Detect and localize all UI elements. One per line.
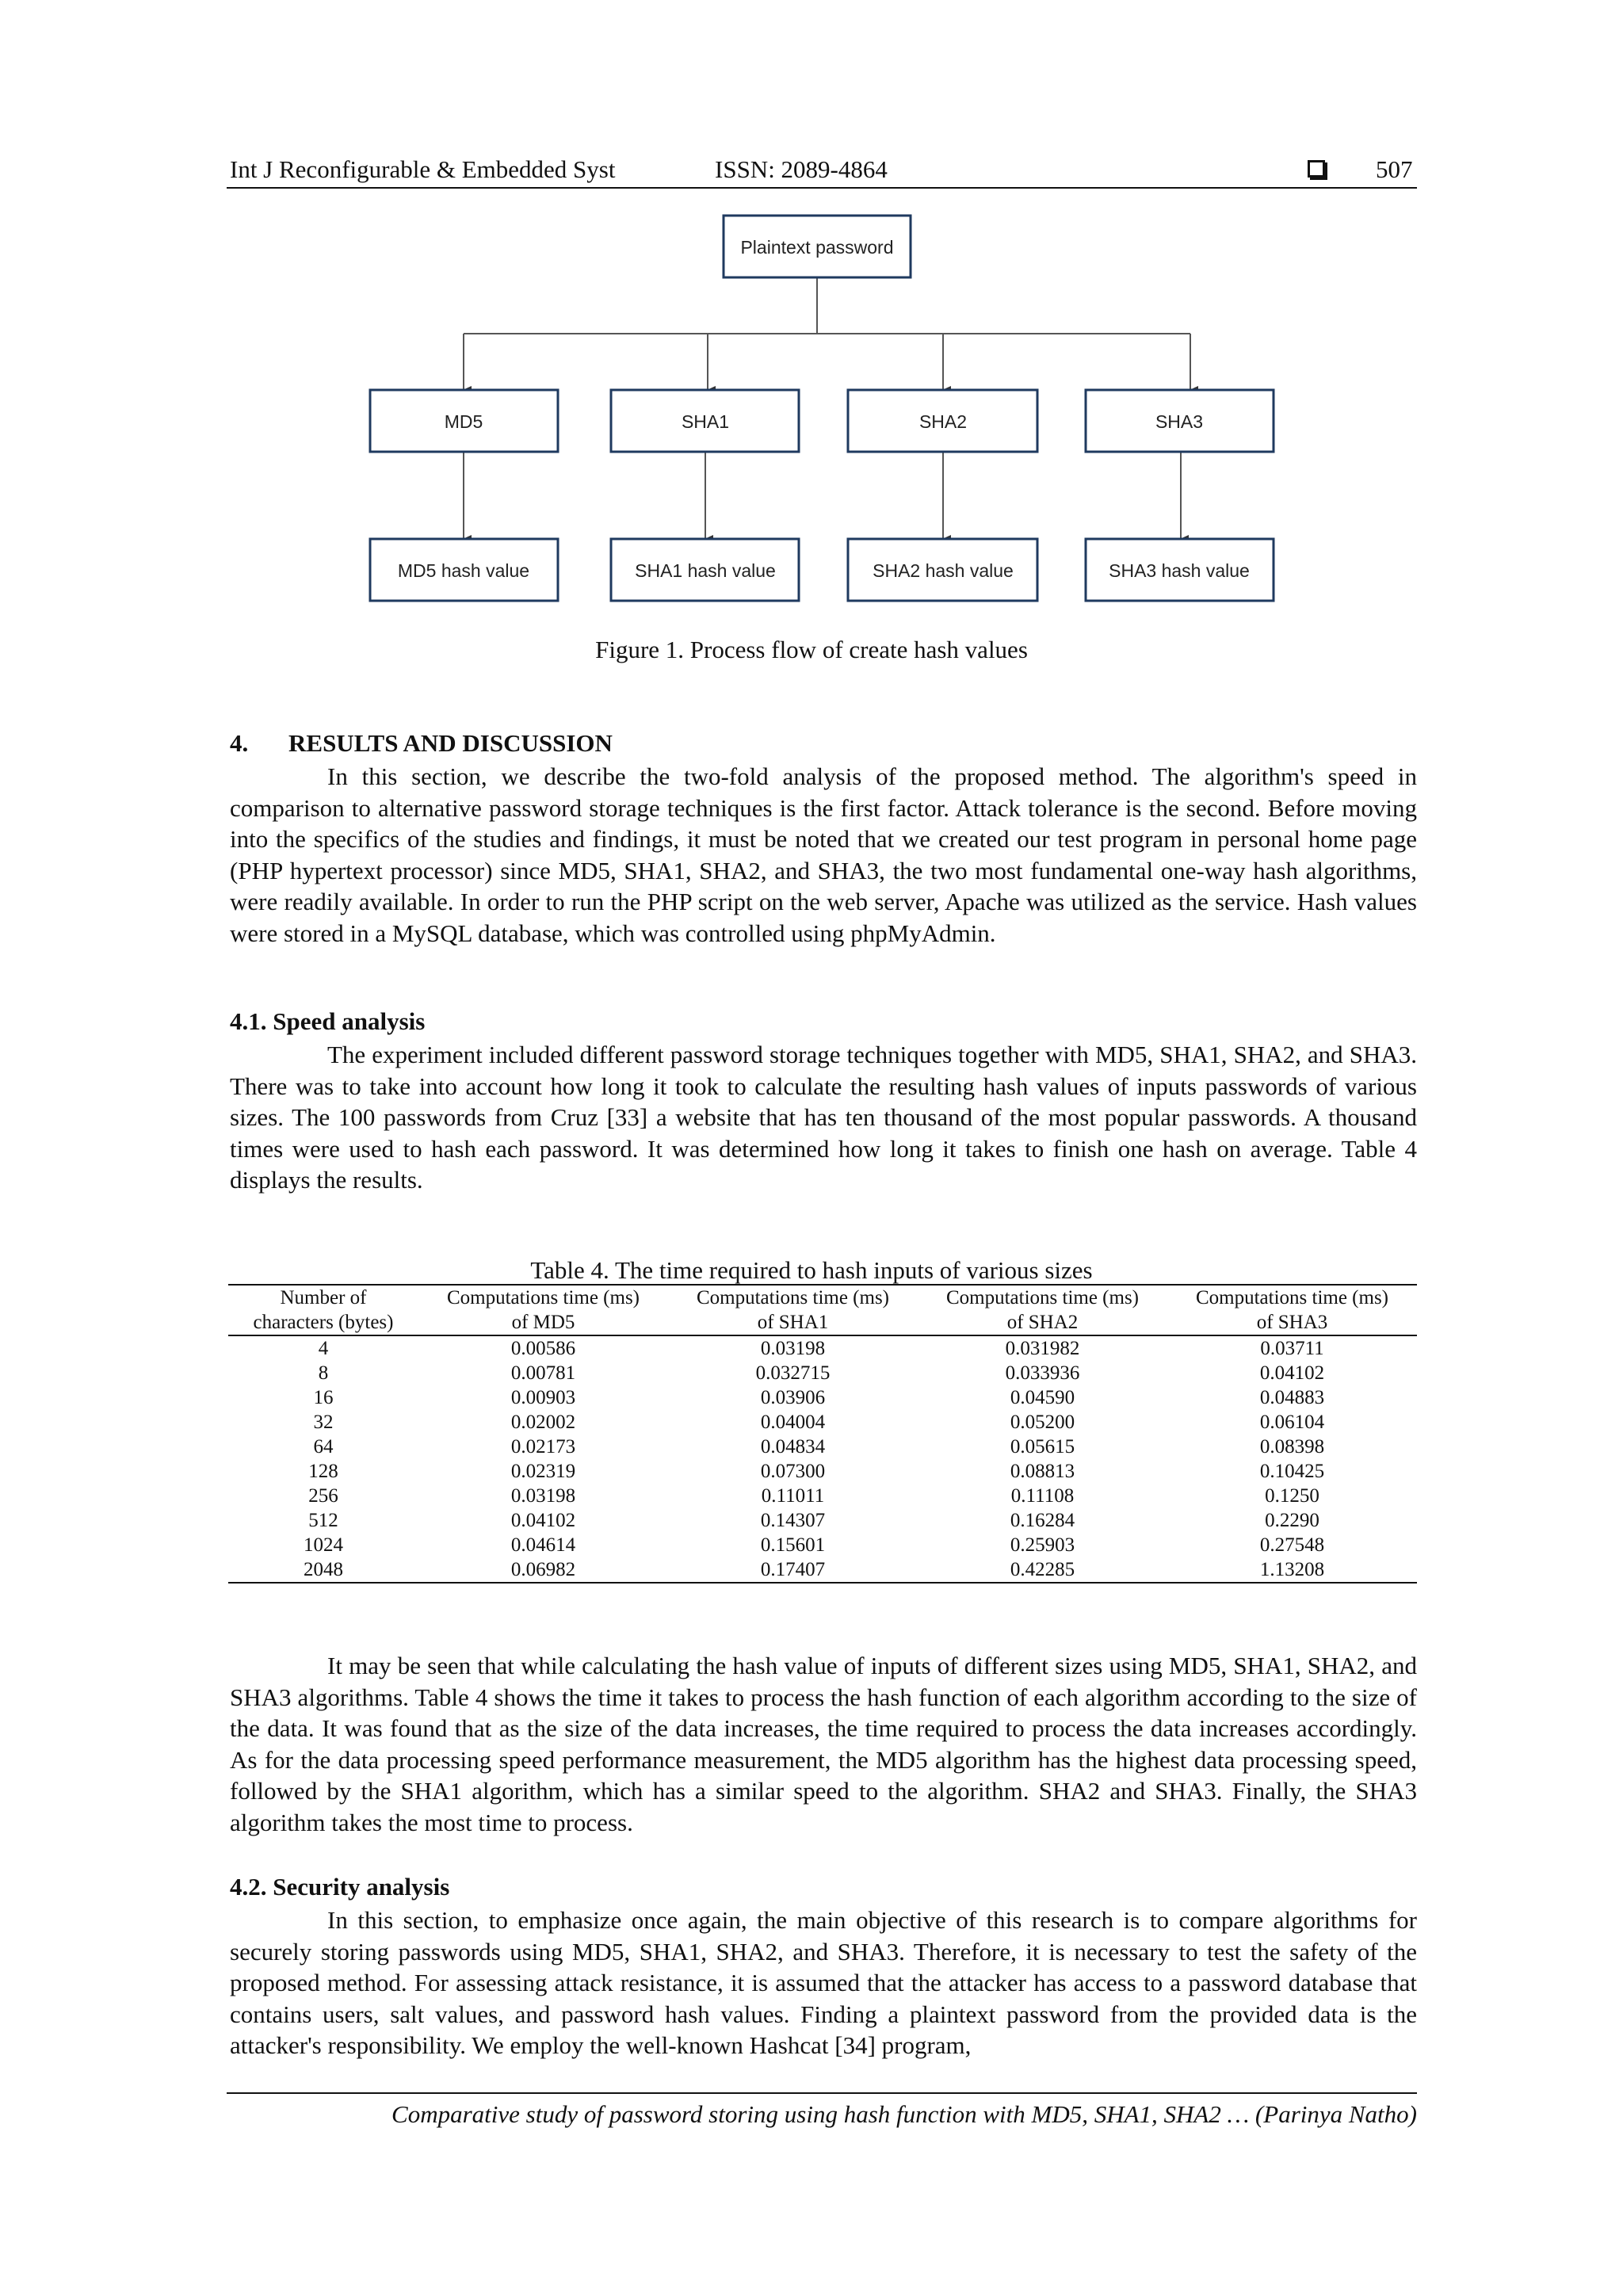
table-cell-time: 0.17407 xyxy=(668,1557,918,1583)
section-title: RESULTS AND DISCUSSION xyxy=(288,729,613,757)
table-row xyxy=(228,1435,1417,1459)
journal-name: Int J Reconfigurable & Embedded Syst xyxy=(230,155,616,183)
table-cell-time: 0.00781 xyxy=(510,1362,576,1384)
node-hash-value: SHA2 hash value xyxy=(873,560,1014,581)
table-cell-time: 0.07300 xyxy=(760,1461,826,1482)
node-hash-value: SHA3 hash value xyxy=(1109,560,1250,581)
table-cell-time: 0.14307 xyxy=(760,1510,826,1531)
node-algorithm: SHA1 xyxy=(681,411,730,432)
table-cell-time: 0.1250 xyxy=(1265,1485,1319,1507)
table-cell-time: 0.03906 xyxy=(760,1387,826,1408)
node-algorithm: MD5 xyxy=(444,411,483,432)
security-paragraph: In this section, to emphasize once again, the main objective of this research is to compare algorithms for securely storing passwords using MD5, SHA1, SHA2, and SHA3. Therefore, it is necessary to test the safety of the proposed method. For assessing attack resistance, it is assumed that the attacker has access to a password database that contains users, salt values, and password hash values. Finding a plaintext password from the provided data is the attacker's responsibility. We employ the well-known Hashcat [34] program, xyxy=(230,1906,1417,2059)
table-cell-time: 0.04883 xyxy=(1259,1387,1325,1408)
table-cell-size: 2048 xyxy=(228,1557,418,1583)
table-cell-size: 64 xyxy=(313,1436,334,1457)
table-cell-time: 0.00903 xyxy=(510,1387,576,1408)
table-cell-time: 0.11108 xyxy=(1010,1485,1075,1507)
table-cell-time: 0.04102 xyxy=(510,1510,576,1531)
subsection-heading-security: 4.2. Security analysis xyxy=(230,1873,450,1901)
subsection-heading-speed: 4.1. Speed analysis xyxy=(230,1007,426,1035)
table-cell-time: 0.04102 xyxy=(1259,1362,1325,1384)
table-cell-time: 0.05615 xyxy=(1010,1436,1075,1457)
column-header: characters (bytes) xyxy=(228,1310,418,1335)
table-cell-time: 0.08398 xyxy=(1259,1436,1325,1457)
table-row xyxy=(228,1557,1417,1583)
table-row xyxy=(228,1508,1417,1533)
table-cell-size: 8 xyxy=(318,1362,329,1384)
table-cell-size: 4 xyxy=(318,1338,329,1359)
table-cell-time: 0.03198 xyxy=(760,1338,826,1359)
table-row xyxy=(228,1361,1417,1385)
table-cell-time: 0.42285 xyxy=(918,1557,1167,1583)
table-cell-time: 0.03711 xyxy=(1260,1338,1324,1359)
table-cell-time: 0.00586 xyxy=(510,1338,576,1359)
column-header: Computations time (ms) xyxy=(668,1285,918,1310)
node-hash-value: MD5 hash value xyxy=(397,560,530,581)
table-cell-time: 0.16284 xyxy=(1010,1510,1075,1531)
table-row xyxy=(228,1410,1417,1435)
table-cell-time: 0.05200 xyxy=(1010,1412,1075,1433)
column-header: of SHA1 xyxy=(668,1310,918,1335)
table-cell-time: 0.27548 xyxy=(1259,1534,1325,1556)
table-cell-time: 0.25903 xyxy=(1010,1534,1075,1556)
column-header: of SHA3 xyxy=(1167,1310,1417,1335)
table-cell-size: 512 xyxy=(308,1510,338,1531)
table-cell-time: 0.08813 xyxy=(1010,1461,1075,1482)
column-header: Number of xyxy=(228,1285,418,1310)
table-row xyxy=(228,1335,1417,1361)
footer-rule xyxy=(227,2092,1417,2094)
table-cell-time: 0.06104 xyxy=(1259,1412,1325,1433)
table-cell-size: 128 xyxy=(308,1461,338,1482)
table-cell-time: 1.13208 xyxy=(1167,1557,1417,1583)
figure-caption: Figure 1. Process flow of create hash values xyxy=(595,636,1028,663)
table-cell-time: 0.03198 xyxy=(510,1485,576,1507)
table-cell-time: 0.02002 xyxy=(510,1412,576,1433)
table-cell-size: 1024 xyxy=(304,1534,343,1556)
discussion-paragraph: It may be seen that while calculating the hash value of inputs of different sizes using MD5, SHA1, SHA2, and SHA3 algorithms. Table 4 shows the time it takes to process the hash function of each algorithm according to the size of the data. It was found that as the size of the data increases, the time required to process the data increases accordingly. As for the data processing speed performance measurement, the MD5 algorithm has the highest data processing speed, followed by the SHA1 algorithm, which has a similar speed to the algorithm. SHA2 and SHA3. Finally, the SHA3 algorithm takes the most time to process. xyxy=(230,1652,1417,1836)
table-row xyxy=(228,1533,1417,1557)
table-row xyxy=(228,1385,1417,1410)
table-cell-time: 0.04004 xyxy=(760,1412,826,1433)
table-cell-time: 0.02319 xyxy=(510,1461,576,1482)
table-cell-time: 0.2290 xyxy=(1265,1510,1319,1531)
node-algorithm: SHA2 xyxy=(918,411,968,432)
speed-paragraph: The experiment included different password storage techniques together with MD5, SHA1, SHA2, and SHA3. There was to take into account how long it took to calculate the resulting hash values of inputs passwords of various sizes. The 100 passwords from Cruz [33] a website that has ten thousand of the most popular passwords. A thousand times were used to hash each password. It was determined how long it takes to finish one hash on average. Table 4 displays the results. xyxy=(230,1041,1417,1194)
table-cell-time: 0.04614 xyxy=(510,1534,576,1556)
hash-time-table xyxy=(228,1284,1417,1584)
table-cell-time: 0.10425 xyxy=(1259,1461,1325,1482)
process-flow-diagram xyxy=(0,0,1623,634)
column-header: Computations time (ms) xyxy=(1167,1285,1417,1310)
table-cell-time: 0.031982 xyxy=(1005,1338,1080,1359)
table-cell-time: 0.04834 xyxy=(760,1436,826,1457)
issn: ISSN: 2089-4864 xyxy=(715,155,888,183)
running-footer: Comparative study of password storing using hash function with MD5, SHA1, SHA2 … (Parinya Natho) xyxy=(391,2100,1417,2128)
table-cell-time: 0.032715 xyxy=(755,1362,831,1384)
table-row xyxy=(228,1459,1417,1484)
table-cell-time: 0.04590 xyxy=(1010,1387,1075,1408)
section-number: 4. xyxy=(230,729,249,757)
table-caption: Table 4. The time required to hash inputs of various sizes xyxy=(530,1256,1093,1284)
table-cell-time: 0.11011 xyxy=(761,1485,825,1507)
table-header-row xyxy=(228,1285,1417,1310)
results-paragraph: In this section, we describe the two-fold analysis of the proposed method. The algorithm's speed in comparison to alternative password storage techniques is the first factor. Attack tolerance is the second. Before moving into the specifics of the studies and findings, it must be noted that we created our test program in personal home page (PHP hypertext processor) since MD5, SHA1, SHA2, and SHA3, the two most fundamental one-way hash algorithms, were readily available. In order to run the PHP script on the web server, Apache was utilized as the service. Hash values were stored in a MySQL database, which was controlled using phpMyAdmin. xyxy=(230,762,1417,947)
table-cell-time: 0.15601 xyxy=(760,1534,826,1556)
table-cell-time: 0.033936 xyxy=(1005,1362,1080,1384)
node-algorithm: SHA3 xyxy=(1155,411,1204,432)
table-cell-size: 256 xyxy=(308,1485,338,1507)
node-hash-value: SHA1 hash value xyxy=(635,560,776,581)
page-number: 507 xyxy=(1376,155,1413,183)
table-cell-time: 0.06982 xyxy=(418,1557,668,1583)
column-header: Computations time (ms) xyxy=(418,1285,668,1310)
table-cell-time: 0.02173 xyxy=(510,1436,576,1457)
column-header: Computations time (ms) xyxy=(918,1285,1167,1310)
table-row xyxy=(228,1484,1417,1508)
table-header-row xyxy=(228,1310,1417,1335)
column-header: of SHA2 xyxy=(918,1310,1167,1335)
column-header: of MD5 xyxy=(418,1310,668,1335)
node-plaintext-password: Plaintext password xyxy=(740,237,894,258)
table-cell-size: 16 xyxy=(313,1387,334,1408)
table-cell-size: 32 xyxy=(313,1412,334,1433)
